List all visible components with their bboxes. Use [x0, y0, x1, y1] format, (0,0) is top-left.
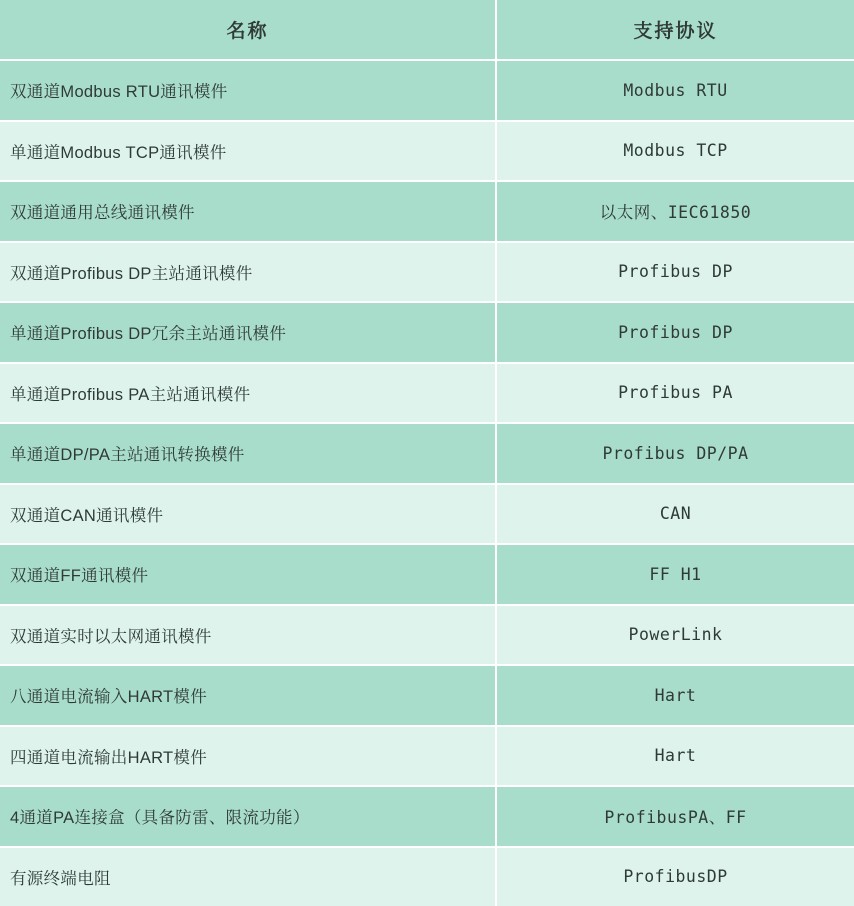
cell-name: 单通道Profibus PA主站通讯模件: [0, 363, 496, 424]
cell-name: 双通道Modbus RTU通讯模件: [0, 60, 496, 121]
column-header-name: 名称: [0, 0, 496, 60]
cell-name: 单通道Modbus TCP通讯模件: [0, 121, 496, 182]
cell-protocol: Modbus RTU: [496, 60, 854, 121]
cell-protocol: Modbus TCP: [496, 121, 854, 182]
cell-protocol: Profibus PA: [496, 363, 854, 424]
cell-protocol: PowerLink: [496, 605, 854, 666]
table-row: [0, 847, 854, 906]
cell-protocol: Profibus DP/PA: [496, 423, 854, 484]
cell-protocol: Hart: [496, 665, 854, 726]
table-body: [0, 60, 854, 906]
table-row: [0, 605, 854, 666]
table-row: [0, 242, 854, 303]
table-row: [0, 423, 854, 484]
cell-protocol: ProfibusDP: [496, 847, 854, 906]
column-header-protocol: 支持协议: [496, 0, 854, 60]
table-row: [0, 60, 854, 121]
cell-name: 八通道电流输入HART模件: [0, 665, 496, 726]
cell-protocol: ProfibusPA、FF: [496, 786, 854, 847]
cell-name: 双通道CAN通讯模件: [0, 484, 496, 545]
table-header: [0, 0, 854, 60]
table-row: [0, 121, 854, 182]
cell-name: 单通道Profibus DP冗余主站通讯模件: [0, 302, 496, 363]
cell-name: 四通道电流输出HART模件: [0, 726, 496, 787]
cell-name: 4通道PA连接盒（具备防雷、限流功能）: [0, 786, 496, 847]
table-row: [0, 726, 854, 787]
table-row: [0, 544, 854, 605]
table-row: [0, 302, 854, 363]
table-header-row: [0, 0, 854, 60]
cell-protocol: Profibus DP: [496, 242, 854, 303]
cell-name: 双通道FF通讯模件: [0, 544, 496, 605]
table-row: [0, 484, 854, 545]
cell-name: 双通道实时以太网通讯模件: [0, 605, 496, 666]
cell-protocol: FF H1: [496, 544, 854, 605]
cell-name: 双通道Profibus DP主站通讯模件: [0, 242, 496, 303]
table-row: [0, 665, 854, 726]
cell-name: 有源终端电阻: [0, 847, 496, 906]
table-row: [0, 786, 854, 847]
table-row: [0, 181, 854, 242]
cell-protocol: 以太网、IEC61850: [496, 181, 854, 242]
cell-protocol: CAN: [496, 484, 854, 545]
table-row: [0, 363, 854, 424]
cell-name: 双通道通用总线通讯模件: [0, 181, 496, 242]
cell-protocol: Hart: [496, 726, 854, 787]
cell-protocol: Profibus DP: [496, 302, 854, 363]
cell-name: 单通道DP/PA主站通讯转换模件: [0, 423, 496, 484]
